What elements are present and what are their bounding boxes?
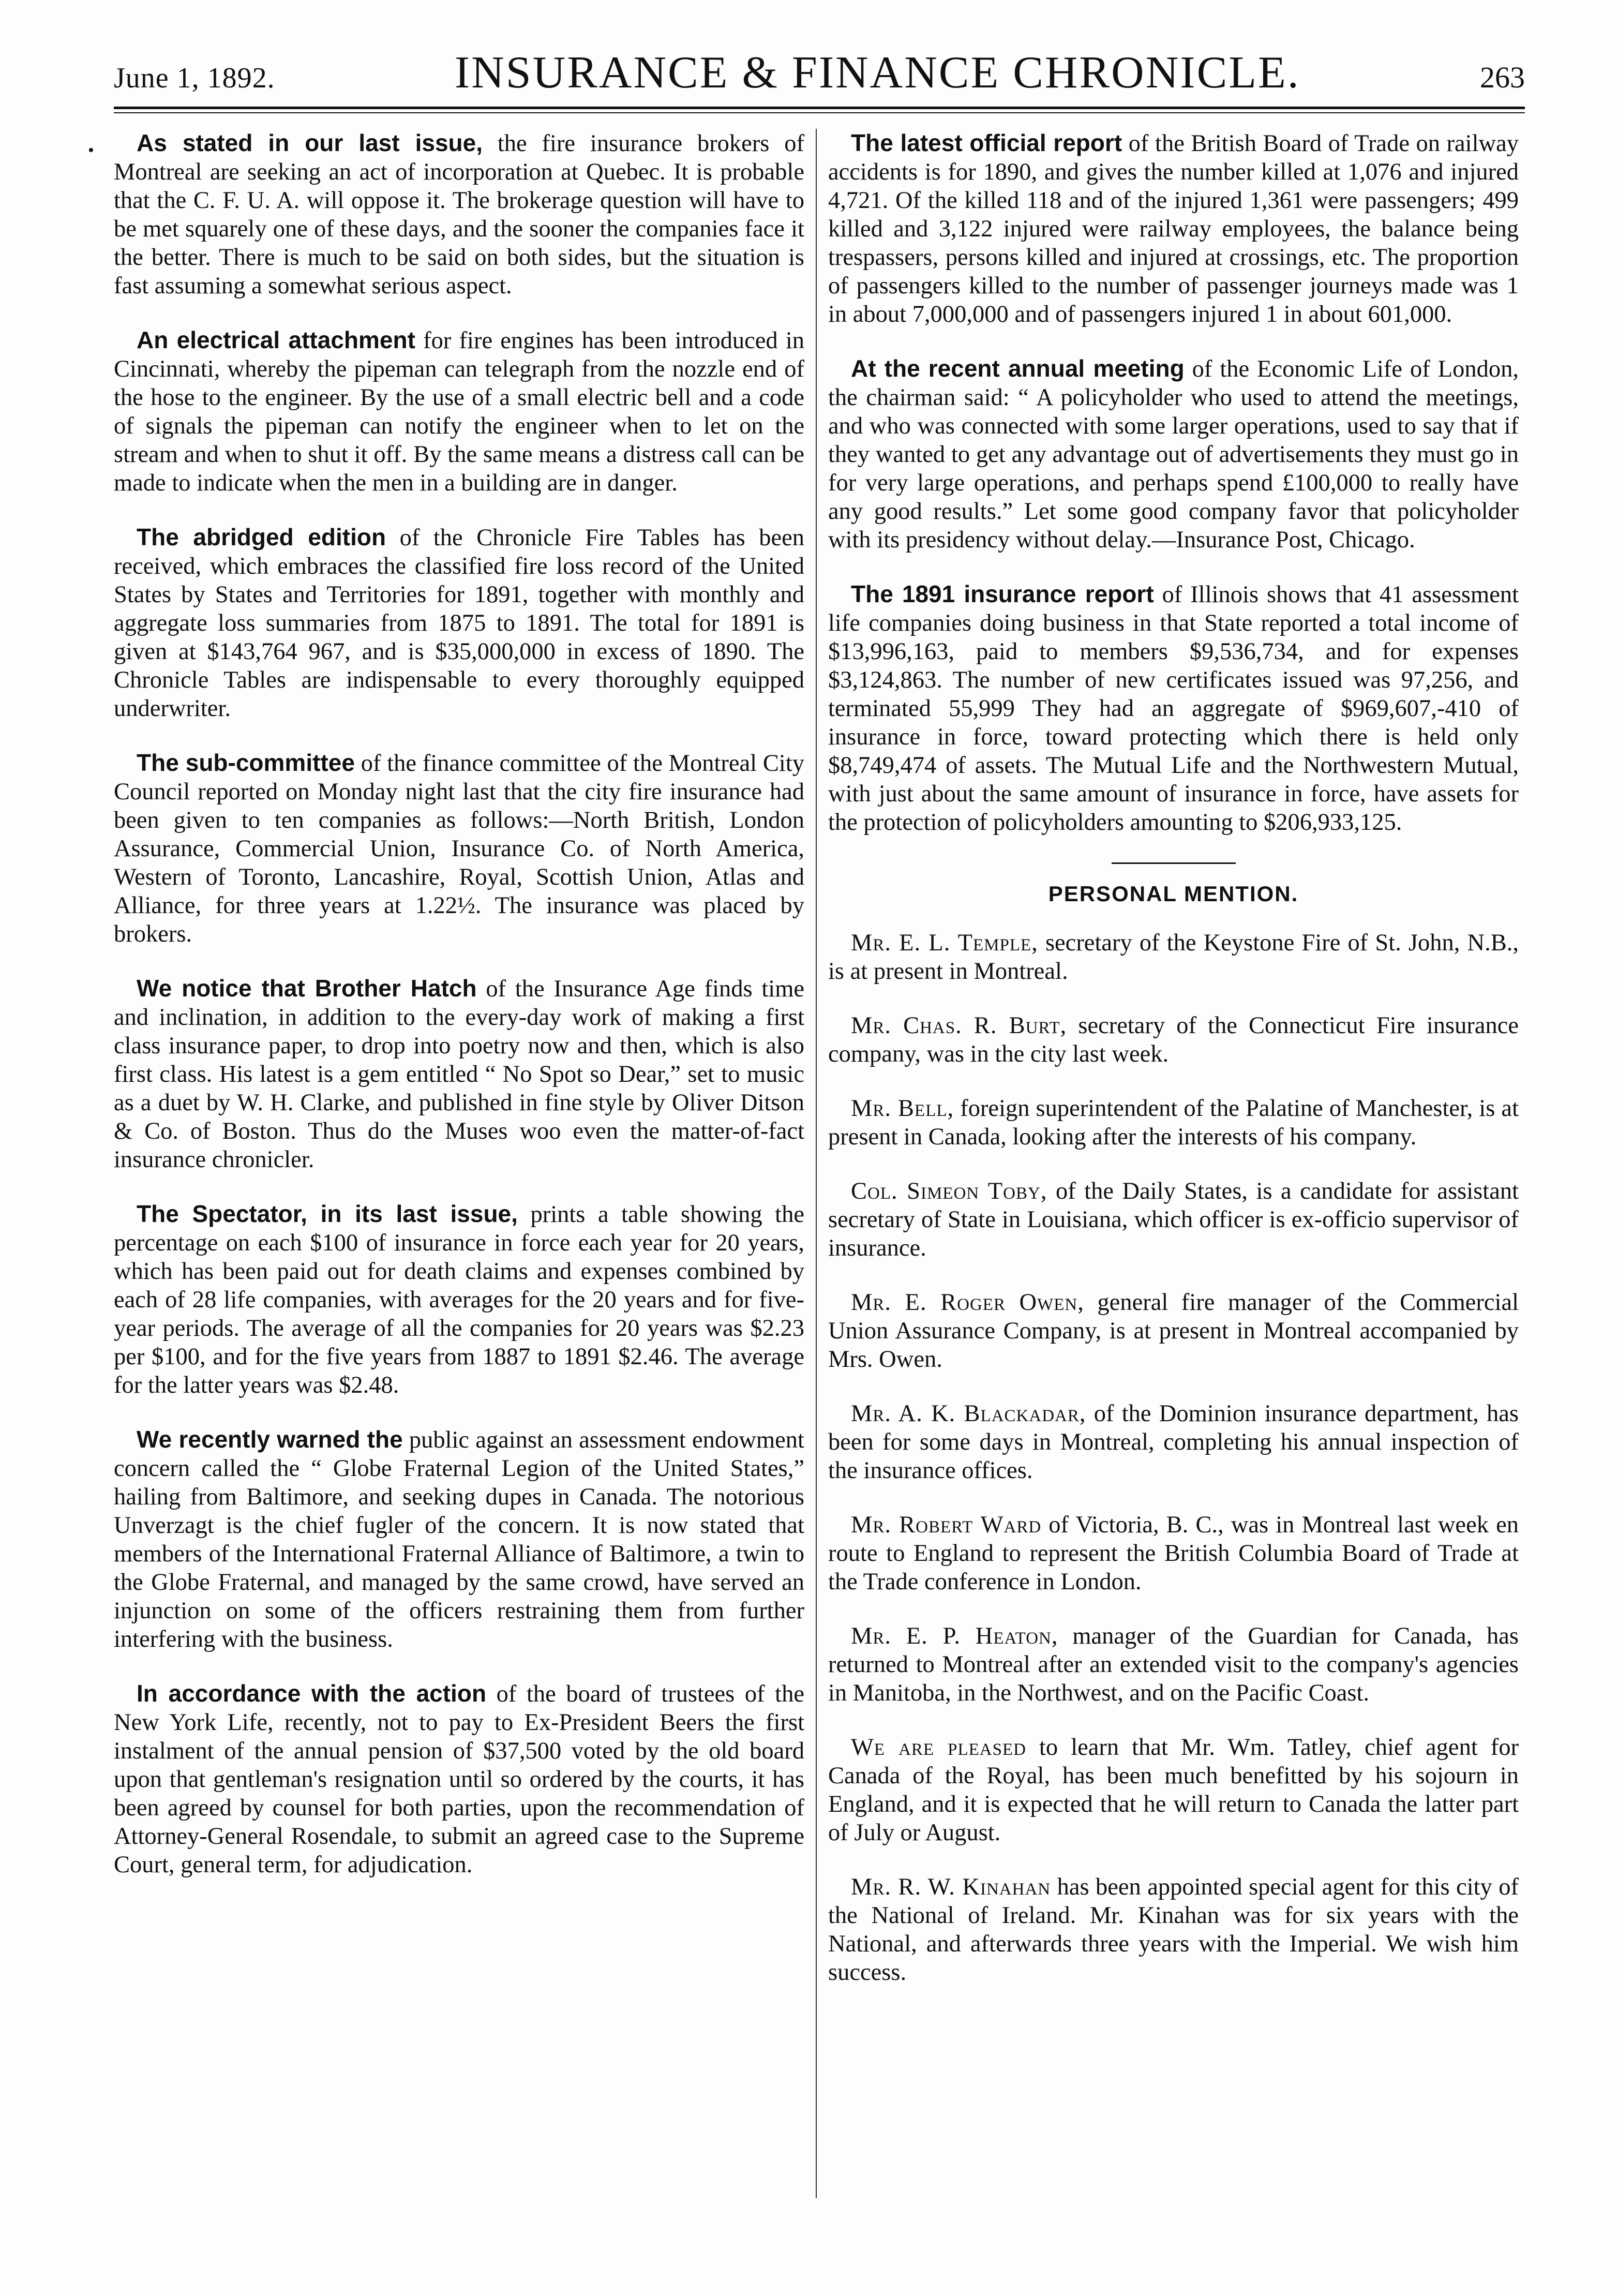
mention-name: Mr. A. K. Blackadar, xyxy=(851,1400,1086,1427)
article-text: public against an assessment endowment concern called the “ Globe Fraternal Legion of the United States,” hailing from Baltimore, and seeking dupes in Canada. The notorious Unverzagt is the chief fugler of the concern. It is now stated that members of the International Fraternal Alliance of Baltimore, a twin to the Globe Fraternal, and managed by the same crowd, have served an injunction on some of the officers restraining them from further interfering with the business. xyxy=(114,1427,804,1652)
mention-name: We are pleased xyxy=(851,1734,1026,1761)
article-lead: In accordance with the action xyxy=(137,1680,487,1707)
article-lead: We notice that Brother Hatch xyxy=(137,975,477,1002)
mention-text: secretary of the Connecticut Fire insurance company, was in the city last week. xyxy=(828,1012,1519,1067)
article-lead: The 1891 insurance report xyxy=(851,580,1154,607)
header-rule-thick xyxy=(114,107,1525,109)
mention-item xyxy=(828,1622,1519,1707)
mention-item xyxy=(828,1094,1519,1151)
two-column-body xyxy=(114,129,1525,2265)
article-text: of the board of trustees of the New York Life, recently, not to pay to Ex-President Beers the first instalment of the annual pension of $37,500 voted by the old board upon that gentleman's resignation until so ordered by the courts, it has been agreed by counsel for both parties, upon the recommendation of Attorney-General Rosendale, to submit an agreed case to the Supreme Court, general term, for adjudication. xyxy=(114,1681,804,1878)
article-paragraph xyxy=(114,1679,804,1879)
mention-name: Mr. R. W. Kinahan xyxy=(851,1874,1051,1900)
article-text: of the Economic Life of London, the chairman said: “ A policyholder who used to attend the meetings, and who was connected with some larger operations, used to say that if they wanted to get any advantage out of advertisements they must go in for very large operations, and perhaps spend £100,000 to really have any good results.” Let some good company favor that policyholder with its presidency without delay.—Insurance Post, Chicago. xyxy=(828,356,1519,553)
mention-text: secretary of the Keystone Fire of St. John, N.B., is at present in Montreal. xyxy=(828,930,1519,985)
mention-item xyxy=(828,1873,1519,1987)
article-text: the fire insurance brokers of Montreal are seeking an act of incorporation at Quebec. It is probable that the C. F. U. A. will oppose it. The brokerage question will have to be met squarely one of these days, and the sooner the companies face it the better. There is much to be said on both sides, but the situation is fast assuming a somewhat serious aspect. xyxy=(114,130,804,299)
mention-text: of the Dominion insurance department, has been for some days in Montreal, completing his annual inspection of the insurance offices. xyxy=(828,1400,1519,1484)
article-paragraph xyxy=(828,354,1519,554)
mention-name: Mr. E. Roger Owen, xyxy=(851,1289,1084,1316)
article-text: of the Insurance Age finds time and inclination, in addition to the every-day work of making a first class insurance paper, to drop into poetry now and then, which is also first class. His latest is a gem entitled “ No Spot so Dear,” set to music as a duet by W. H. Clarke, and published in fine style by Oliver Ditson & Co. of Boston. Thus do the Muses woo even the matter-of-fact insurance chronicler. xyxy=(114,976,805,1173)
left-column xyxy=(114,129,804,2265)
mention-name: Mr. Bell, xyxy=(851,1095,954,1122)
article-paragraph xyxy=(114,749,804,948)
article-text: of the Chronicle Fire Tables has been received, which embraces the classified fire loss record of the United States by States and Territories for 1891, together with monthly and aggregate loss summaries from 1875 to 1891. The total for 1891 is given at $143,764 967, and is $35,000,000 in excess of 1890. The Chronicle Tables are indispensable to every thoroughly equipped underwriter. xyxy=(114,525,805,722)
article-paragraph xyxy=(828,580,1519,837)
right-column xyxy=(828,129,1519,2265)
mention-name: Mr. Chas. R. Burt, xyxy=(851,1012,1067,1039)
article-paragraph xyxy=(114,129,804,300)
article-lead: The Spectator, in its last issue, xyxy=(137,1200,518,1227)
mention-text: of the Daily States, is a candidate for assistant secretary of State in Louisiana, which officer is ex-officio supervisor of insurance. xyxy=(828,1178,1519,1261)
article-text: of the British Board of Trade on railway accidents is for 1890, and gives the number killed at 1,076 and injured 4,721. Of the killed 118 and of the injured 1,361 were passengers; 499 killed and 3,122 injured were railway employees, the balance being trespassers, persons killed and injured at crossings, etc. The proportion of passengers killed to the number of passenger journeys made was 1 in about 7,000,000 and of passengers injured 1 in about 601,000. xyxy=(828,130,1519,327)
article-paragraph xyxy=(114,523,804,723)
mention-text: has been appointed special agent for this city of the National of Ireland. Mr. Kinahan was for six years with the National, and afterwards three years with the Imperial. We wish him success. xyxy=(828,1874,1519,1986)
article-lead: The sub-committee xyxy=(137,749,355,776)
mention-text: general fire manager of the Commercial Union Assurance Company, is at present in Montreal accompanied by Mrs. Owen. xyxy=(828,1289,1519,1373)
mention-item xyxy=(828,1288,1519,1374)
mention-text: manager of the Guardian for Canada, has returned to Montreal after an extended visit to the company's agencies in Manitoba, in the Northwest, and on the Pacific Coast. xyxy=(828,1623,1519,1706)
article-paragraph xyxy=(828,129,1519,329)
article-lead: As stated in our last issue, xyxy=(137,129,483,156)
article-lead: At the recent annual meeting xyxy=(851,355,1185,382)
article-lead: We recently warned the xyxy=(137,1426,403,1453)
bullet-mark: • xyxy=(88,141,94,160)
mention-item xyxy=(828,1733,1519,1847)
mention-item xyxy=(828,1177,1519,1262)
mention-item xyxy=(828,1399,1519,1485)
page-header xyxy=(114,47,1525,103)
article-lead: The abridged edition xyxy=(137,524,386,550)
article-lead: An electrical attachment xyxy=(137,326,415,353)
article-paragraph xyxy=(114,974,804,1174)
header-date: June 1, 1892. xyxy=(114,62,275,94)
article-text: prints a table showing the percentage on each $100 of insurance in force each year for 20 years, which has been paid out for death claims and expenses combined by each of 28 life companies, with averages for the 20 years and for five-year periods. The average of all the companies for 20 years was $2.23 per $100, and for the five years from 1887 to 1891 $2.46. The average for the latter years was $2.48. xyxy=(114,1201,804,1398)
mention-item xyxy=(828,1011,1519,1068)
article-text: of Illinois shows that 41 assessment life companies doing business in that State reported a total income of $13,996,163, paid to members $9,536,734, and for expenses $3,124,863. The number of new certificates issued was 97,256, and terminated 55,999 They had an aggregate of $969,607,-410 of insurance in force, toward protecting which there is held only $8,749,474 of assets. The Mutual Life and the Northwestern Mutual, with just about the same amount of insurance in force, have assets for the protection of policyholders amounting to $206,933,125. xyxy=(828,582,1519,836)
mention-text: to learn that Mr. Wm. Tatley, chief agent for Canada of the Royal, has been much benefitted by his sojourn in England, and it is expected that he will return to Canada the latter part of July or August. xyxy=(828,1734,1519,1846)
column-divider xyxy=(816,129,817,2198)
section-rule xyxy=(1112,862,1236,864)
article-lead: The latest official report xyxy=(851,129,1122,156)
mention-text: of Victoria, B. C., was in Montreal last week en route to England to represent the British Columbia Board of Trade at the Trade conference in London. xyxy=(828,1512,1519,1595)
mention-name: Col. Simeon Toby, xyxy=(851,1178,1047,1204)
header-rule-thin xyxy=(114,112,1525,113)
mention-item xyxy=(828,1511,1519,1596)
mention-name: Mr. E. L. Temple, xyxy=(851,930,1038,956)
header-page-number: 263 xyxy=(1479,61,1525,94)
article-paragraph xyxy=(114,1200,804,1399)
mention-text: foreign superintendent of the Palatine of Manchester, is at present in Canada, looking after the interests of his company. xyxy=(828,1095,1519,1150)
mention-name: Mr. Robert Ward xyxy=(851,1512,1042,1538)
article-paragraph xyxy=(114,326,804,497)
article-text: of the finance committee of the Montreal City Council reported on Monday night last that the city fire insurance had been given to ten companies as follows:—North British, London Assurance, Commercial Union, Insurance Co. of North America, Western of Toronto, Lancashire, Royal, Scottish Union, Atlas and Alliance, for three years at 1.22½. The insurance was placed by brokers. xyxy=(114,750,804,947)
mention-item xyxy=(828,929,1519,986)
mention-name: Mr. E. P. Heaton, xyxy=(851,1623,1058,1649)
section-heading: PERSONAL MENTION. xyxy=(1048,882,1299,906)
header-title: INSURANCE & FINANCE CHRONICLE. xyxy=(454,48,1300,98)
article-paragraph xyxy=(114,1425,804,1653)
article-text: for fire engines has been introduced in Cincinnati, whereby the pipeman can telegraph from the nozzle end of the hose to the engineer. By the use of a small electric bell and a code of signals the pipeman can notify the engineer when to let on the stream and when to shut it off. By the same means a distress call can be made to indicate when the men in a building are in danger. xyxy=(114,327,804,496)
